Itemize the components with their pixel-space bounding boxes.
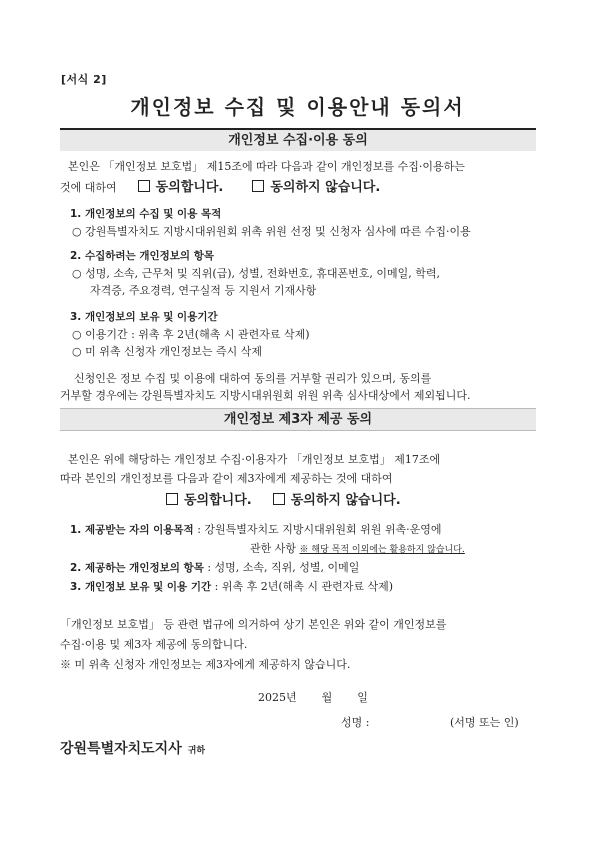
section2-item3-title: 3. 개인정보 보유 및 이용 기간 [70,581,212,593]
section2-agree-label: 동의합니다. [184,493,252,508]
section2-agree-checkbox[interactable] [166,493,178,505]
section1-disagree-checkbox[interactable] [252,180,264,192]
section1-agree-checkbox[interactable] [138,180,150,192]
section1-heading: 개인정보 수집·이용 동의 [60,128,536,151]
signature-name-label: 성명 : [341,716,370,729]
section2-consent-row [166,489,401,508]
section2-item2-row [70,559,359,575]
section2-disagree-checkbox[interactable] [273,493,285,505]
closing-line1: 「개인정보 보호법」 등 관련 법규에 의거하여 상기 본인은 위와 같이 개인정보를 [60,618,447,631]
section2-intro-line1: 본인은 위에 해당하는 개인정보 수집·이용자가 「개인정보 보호법」 제17조에 [68,453,441,466]
section1-intro-line2: 것에 대하여 [60,181,117,194]
signature-sign-label: (서명 또는 인) [450,716,519,729]
closing-line2: 수집·이용 및 제3자 제공에 동의합니다. [60,638,248,651]
section1-notice1: 신청인은 정보 수집 및 이용에 대하여 동의를 거부할 권리가 있으며, 동의를 [74,372,432,385]
section2-item1-text2: 관한 사항 [250,542,297,555]
date-month: 월 [321,691,333,704]
section1-item3-text1: ○ 이용기간 : 위촉 후 2년(해촉 시 관련자료 삭제) [72,328,310,341]
addressee-name: 강원특별자치도지사 [60,741,182,757]
section2-item1-row [70,521,442,537]
section1-intro-line2-row [60,176,380,195]
section1-item2-text1: ○ 성명, 소속, 근무처 및 직위(급), 성별, 전화번호, 휴대폰번호, 이메일, 학력, [72,267,441,280]
document-title: 개인정보 수집 및 이용안내 동의서 [130,95,465,119]
section1-item3-title: 3. 개인정보의 보유 및 이용기간 [70,311,218,323]
section1-item1-text: ○ 강원특별자치도 지방시대위원회 위촉 위원 선정 및 신청자 심사에 따른 수집·이용 [72,225,471,238]
section1-item2-title: 2. 수집하려는 개인정보의 항목 [70,250,214,262]
date-year: 2025년 [258,691,297,704]
section2-disagree-label: 동의하지 않습니다. [290,493,401,508]
section1-agree-label: 동의합니다. [155,180,224,195]
section2-item2-title: 2. 제공하는 개인정보의 항목 [70,562,204,574]
signature-date [258,689,368,705]
section2-item3-text: : 위촉 후 2년(해촉 시 관련자료 삭제) [214,580,394,593]
section2-item2-text: : 성명, 소속, 직위, 성별, 이메일 [207,561,360,574]
section2-heading: 개인정보 제3자 제공 동의 [60,408,536,431]
addressee [60,738,205,758]
section1-notice2: 거부할 경우에는 강원특별자치도 지방시대위원회 위원 위촉 심사대상에서 제외됩니다. [60,389,471,402]
form-number: [서식 2] [61,73,107,86]
section2-item1-note: ※ 해당 목적 이외에는 활용하지 않습니다. [299,545,465,555]
date-day: 일 [357,691,368,704]
section1-intro-line1: 본인은 「개인정보 보호법」 제15조에 따라 다음과 같이 개인정보를 수집·이용하는 [68,160,465,173]
section2-item3-row [70,578,393,594]
section1-item1-title: 1. 개인정보의 수집 및 이용 목적 [70,208,222,220]
section2-item1-text: : 강원특별자치도 지방시대위원회 위원 위촉·운영에 [197,523,442,536]
section2-item1-row2 [250,540,465,556]
section1-item3-text2: ○ 미 위촉 신청자 개인정보는 즉시 삭제 [72,345,262,358]
section1-item2-text2: 자격증, 주요경력, 연구실적 등 지원서 기재사항 [90,284,317,297]
addressee-suffix: 귀하 [187,746,206,756]
closing-line3: ※ 미 위촉 신청자 개인정보는 제3자에게 제공하지 않습니다. [60,658,351,671]
section2-intro-line2: 따라 본인의 개인정보를 다음과 같이 제3자에게 제공하는 것에 대하여 [60,472,393,485]
section1-disagree-label: 동의하지 않습니다. [270,180,381,195]
section2-item1-title: 1. 제공받는 자의 이용목적 [70,524,194,536]
